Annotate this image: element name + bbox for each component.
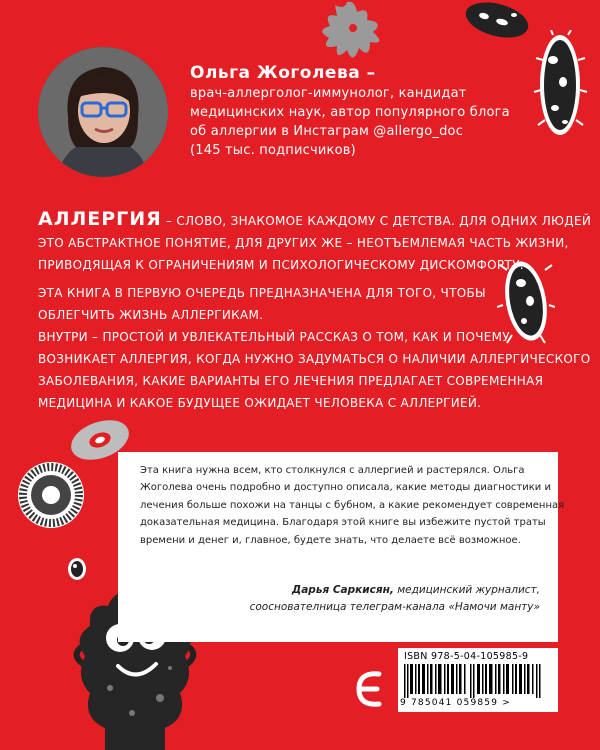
purpose-line: ЭТА КНИГА В ПЕРВУЮ ОЧЕРЕДЬ ПРЕДНАЗНАЧЕНА ДЛЯ ТОГО, ЧТОБЫ: [38, 286, 486, 300]
author-description-line: (145 тыс. подписчиков): [190, 143, 356, 158]
intro-line-text: – СЛОВО, ЗНАКОМОЕ КАЖДОМУ С ДЕТСТВА. ДЛЯ ОДНИХ ЛЮДЕЙ: [161, 214, 592, 228]
review-line: Жоголева очень подробно и доступно описала, какие методы диагностики и: [140, 482, 551, 494]
intro-line: ЭТО АБСТРАКТНОЕ ПОНЯТИЕ, ДЛЯ ДРУГИХ ЖЕ – НЕОТЪЕМЛЕМАЯ ЧАСТЬ ЖИЗНИ,: [38, 236, 569, 250]
inside-line: МЕДИЦИНА И КАКОЕ БУДУЩЕЕ ОЖИДАЕТ ЧЕЛОВЕКА С АЛЛЕРГИЕЙ.: [38, 396, 482, 410]
inside-paragraph: [38, 326, 591, 414]
author-photo: [38, 47, 168, 177]
review-author-line: сооснователница телеграм-канала «Намочи манту»: [249, 601, 540, 613]
purpose-paragraph: [38, 282, 558, 326]
intro-keyword: АЛЛЕРГИЯ: [38, 208, 162, 230]
author-description-line: медицинских наук, автор популярного блога: [190, 105, 510, 120]
review-line: Эта книга нужна всем, кто столкнулся с аллергией и растерялся. Ольга: [140, 465, 525, 476]
review-text: [140, 462, 565, 549]
review-line: времени и денег и, главное, будете знать, что делаете всё возможное.: [140, 534, 521, 546]
author-name: Ольга Жоголева –: [190, 63, 376, 83]
intro-paragraph: [38, 208, 592, 276]
author-description: [190, 84, 550, 160]
barcode-digits: 9 785041 059859 >: [400, 698, 511, 708]
review-author: [140, 582, 540, 616]
microbe-black-icon: [462, 2, 532, 40]
review-author-name: Дарья Саркисян,: [291, 584, 394, 596]
purpose-line: ОБЛЕГЧИТЬ ЖИЗНЬ АЛЛЕРГИКАМ.: [38, 308, 264, 322]
microbe-small-icon: [66, 556, 88, 582]
intro-line: [38, 208, 592, 232]
isbn-text: ISBN 978-5-04-105985-9: [404, 651, 529, 662]
inside-line: ВОЗНИКАЕТ АЛЛЕРГИЯ, КОГДА НУЖНО ЗАДУМАТЬСЯ О НАЛИЧИИ АЛЛЕРГИЧЕСКОГО: [38, 352, 591, 366]
author-description-line: врач-аллерголог-иммунолог, кандидат: [190, 86, 467, 101]
review-author-line: [140, 582, 540, 599]
inside-line: ЗАБОЛЕВАНИЯ, КАКИЕ ВАРИАНТЫ ЕГО ЛЕЧЕНИЯ ПРЕДЛАГАЕТ СОВРЕМЕННАЯ: [38, 374, 544, 388]
publisher-logo-icon: [355, 668, 387, 710]
author-description-line: об аллергии в Инстаграм @allergo_doc: [190, 124, 464, 139]
review-author-role: медицинский журналист,: [393, 584, 540, 596]
review-line: доказательная медицина. Благодаря этой книге вы избежите пустой траты: [140, 517, 546, 529]
review-line: лечения больше похожи на танцы с бубном, а какие рекомендует современная: [140, 499, 565, 511]
microbe-splat-icon: [315, 0, 395, 70]
barcode-icon: [404, 664, 550, 698]
microbe-spiky-icon: [16, 460, 86, 530]
inside-line: ВНУТРИ – ПРОСТОЙ И УВЛЕКАТЕЛЬНЫЙ РАССКАЗ О ТОМ, КАК И ПОЧЕМУ: [38, 330, 510, 344]
intro-line: ПРИВОДЯЩАЯ К ОГРАНИЧЕНИЯМ И ПСИХОЛОГИЧЕСКОМУ ДИСКОМФОРТУ.: [38, 258, 524, 272]
